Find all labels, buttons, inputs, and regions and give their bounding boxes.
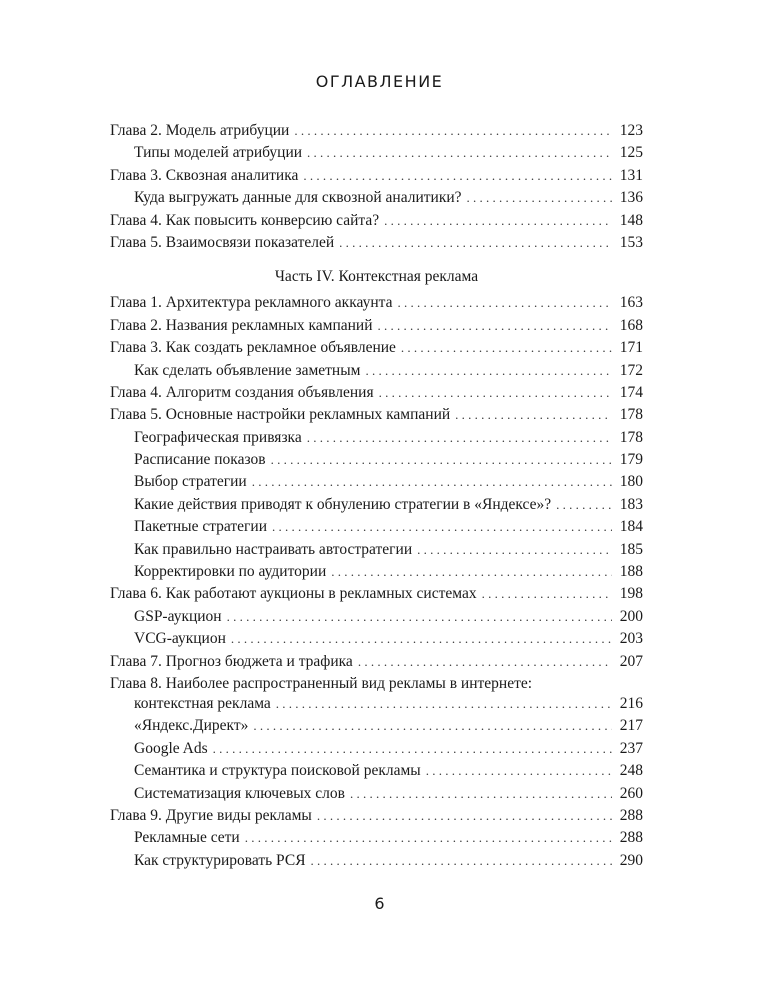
leader-dots xyxy=(331,561,612,583)
leader-dots xyxy=(384,210,612,232)
toc-entry xyxy=(110,404,643,426)
toc-subentry xyxy=(110,760,643,782)
toc-entry-page: 171 xyxy=(619,339,643,357)
toc-entry-page: 148 xyxy=(619,211,643,229)
toc-entry-page: 179 xyxy=(619,451,643,469)
toc-subentry xyxy=(110,827,643,849)
toc-entry-page: 131 xyxy=(619,166,643,184)
toc-entry-page: 290 xyxy=(619,851,643,869)
toc-subentry xyxy=(110,738,643,760)
leader-dots xyxy=(317,805,612,827)
toc-group xyxy=(110,715,643,872)
toc-entry-page: 288 xyxy=(619,829,643,847)
toc-entry-title: контекстная реклама xyxy=(134,694,271,712)
leader-dots xyxy=(252,471,612,493)
toc-entry xyxy=(110,165,643,187)
toc-entry-title: Глава 2. Модель атрибуции xyxy=(110,122,290,139)
toc-entry-title: Глава 7. Прогноз бюджета и трафика xyxy=(110,652,353,670)
toc-entry-title: VCG-аукцион xyxy=(134,630,226,648)
leader-dots xyxy=(379,382,612,404)
toc-entry-title: Глава 3. Сквозная аналитика xyxy=(110,166,299,184)
leader-dots xyxy=(294,120,612,142)
toc-entry-page: 125 xyxy=(619,144,643,162)
toc-entry-title: Систематизация ключевых слов xyxy=(134,784,345,802)
part-title: Часть IV. Контекстная реклама xyxy=(274,268,479,286)
toc-entry-page: 123 xyxy=(619,122,643,139)
toc-entry-page: 184 xyxy=(619,518,643,536)
leader-dots xyxy=(231,628,612,650)
toc-entry-page: 136 xyxy=(619,189,643,207)
toc-subentry xyxy=(110,606,643,628)
toc-entry-title: Глава 2. Названия рекламных кампаний xyxy=(110,316,373,334)
toc-entry-page: 172 xyxy=(619,361,643,379)
toc-entry xyxy=(110,651,643,673)
leader-dots xyxy=(426,760,612,782)
toc-entry-title: Глава 3. Как создать рекламное объявление xyxy=(110,339,396,357)
toc-entry-title: Как сделать объявление заметным xyxy=(134,361,361,379)
toc-entry-page: 200 xyxy=(619,607,643,625)
leader-dots xyxy=(227,606,612,628)
toc-entry-page: 237 xyxy=(619,739,643,757)
toc-entry-page: 174 xyxy=(619,383,643,401)
leader-dots xyxy=(272,516,612,538)
toc-subentry xyxy=(110,628,643,650)
toc-entry-title: Как структурировать РСЯ xyxy=(134,851,306,869)
toc-entry-page: 178 xyxy=(619,406,643,424)
leader-dots xyxy=(271,449,612,471)
toc-entry-title: Семантика и структура поисковой рекламы xyxy=(134,762,421,780)
toc-entry-title: Пакетные стратегии xyxy=(134,518,268,536)
toc-subentry xyxy=(110,783,643,805)
toc-entry-title: Глава 8. Наиболее распространенный вид рекламы в интернете: xyxy=(110,674,533,692)
toc-entry-title: Глава 6. Как работают аукционы в рекламных системах xyxy=(110,585,477,603)
toc-entry-page: 198 xyxy=(619,585,643,603)
toc-entry-title: «Яндекс.Директ» xyxy=(134,717,249,735)
leader-dots xyxy=(311,850,612,872)
toc-subentry xyxy=(110,449,643,471)
toc-entry xyxy=(110,583,643,605)
leader-dots xyxy=(276,693,612,715)
toc-entry-title: Географическая привязка xyxy=(134,428,302,446)
toc-subentry xyxy=(110,471,643,493)
toc-entry-page: 180 xyxy=(619,473,643,491)
toc-entry-title: Глава 9. Другие виды рекламы xyxy=(110,806,312,824)
page-number: 6 xyxy=(374,894,385,913)
page-title: ОГЛАВЛЕНИЕ xyxy=(315,72,444,91)
toc-entry-title: Выбор стратегии xyxy=(134,473,247,491)
toc-entry xyxy=(110,120,643,142)
leader-dots xyxy=(455,404,612,426)
toc-entry-title: Как правильно настраивать автостратегии xyxy=(134,540,413,558)
toc-entry xyxy=(110,292,643,314)
toc-subentry xyxy=(110,360,643,382)
toc-entry-page: 216 xyxy=(619,694,643,712)
toc-subentry xyxy=(110,427,643,449)
toc-entry-title: Глава 4. Как повысить конверсию сайта? xyxy=(110,211,380,229)
toc-subentry xyxy=(110,187,643,209)
toc-subentry xyxy=(110,850,643,872)
leader-dots xyxy=(358,651,612,673)
leader-dots xyxy=(417,539,612,561)
toc-entry xyxy=(110,337,643,359)
leader-dots xyxy=(307,142,612,164)
toc-entry-page: 188 xyxy=(619,563,643,581)
toc-entry-title: Корректировки по аудитории xyxy=(134,563,327,581)
toc-entry xyxy=(110,382,643,404)
toc-group xyxy=(110,120,643,254)
toc-subentry xyxy=(110,516,643,538)
toc-entry-page: 153 xyxy=(619,233,643,251)
toc-entry-page: 168 xyxy=(619,316,643,334)
toc-entry-title: Расписание показов xyxy=(134,451,266,469)
table-of-contents xyxy=(110,120,643,872)
toc-entry-page: 185 xyxy=(619,540,643,558)
leader-dots xyxy=(350,783,612,805)
toc-entry-title: GSP-аукцион xyxy=(134,607,222,625)
leader-dots xyxy=(467,187,612,209)
toc-subentry xyxy=(110,715,643,737)
toc-entry-page: 288 xyxy=(619,806,643,824)
leader-dots xyxy=(339,232,612,254)
leader-dots xyxy=(401,337,612,359)
leader-dots xyxy=(303,165,612,187)
toc-entry-title: Какие действия приводят к обнулению стратегии в «Яндексе»? xyxy=(134,495,552,513)
toc-entry-page: 203 xyxy=(619,630,643,648)
leader-dots xyxy=(397,292,612,314)
toc-entry-page: 178 xyxy=(619,428,643,446)
toc-entry-title: Куда выгружать данные для сквозной аналитики? xyxy=(134,189,462,207)
toc-entry-page: 260 xyxy=(619,784,643,802)
leader-dots xyxy=(482,583,612,605)
leader-dots xyxy=(365,360,612,382)
toc-subentry xyxy=(110,142,643,164)
toc-entry-page: 183 xyxy=(619,495,643,513)
toc-entry-title: Рекламные сети xyxy=(134,829,240,847)
leader-dots xyxy=(556,494,612,516)
toc-entry-title: Глава 5. Взаимосвязи показателей xyxy=(110,233,335,251)
toc-entry-title: Глава 1. Архитектура рекламного аккаунта xyxy=(110,294,393,312)
toc-subentry xyxy=(110,494,643,516)
toc-entry xyxy=(110,315,643,337)
leader-dots xyxy=(378,315,612,337)
toc-group xyxy=(110,292,643,673)
toc-entry-title: Типы моделей атрибуции xyxy=(134,144,303,162)
leader-dots xyxy=(245,827,612,849)
toc-entry xyxy=(110,210,643,232)
leader-dots xyxy=(253,715,612,737)
toc-entry xyxy=(110,232,643,254)
toc-entry-page: 217 xyxy=(619,717,643,735)
toc-entry-title: Google Ads xyxy=(134,739,208,757)
toc-entry-chapter-8 xyxy=(110,673,643,715)
toc-entry xyxy=(110,805,643,827)
toc-entry-page: 248 xyxy=(619,762,643,780)
toc-entry-title: Глава 4. Алгоритм создания объявления xyxy=(110,383,374,401)
toc-entry-page: 163 xyxy=(619,294,643,312)
leader-dots xyxy=(307,427,612,449)
toc-subentry xyxy=(110,561,643,583)
toc-subentry xyxy=(110,539,643,561)
toc-entry-title: Глава 5. Основные настройки рекламных кампаний xyxy=(110,406,451,424)
toc-entry-page: 207 xyxy=(619,652,643,670)
leader-dots xyxy=(213,738,612,760)
